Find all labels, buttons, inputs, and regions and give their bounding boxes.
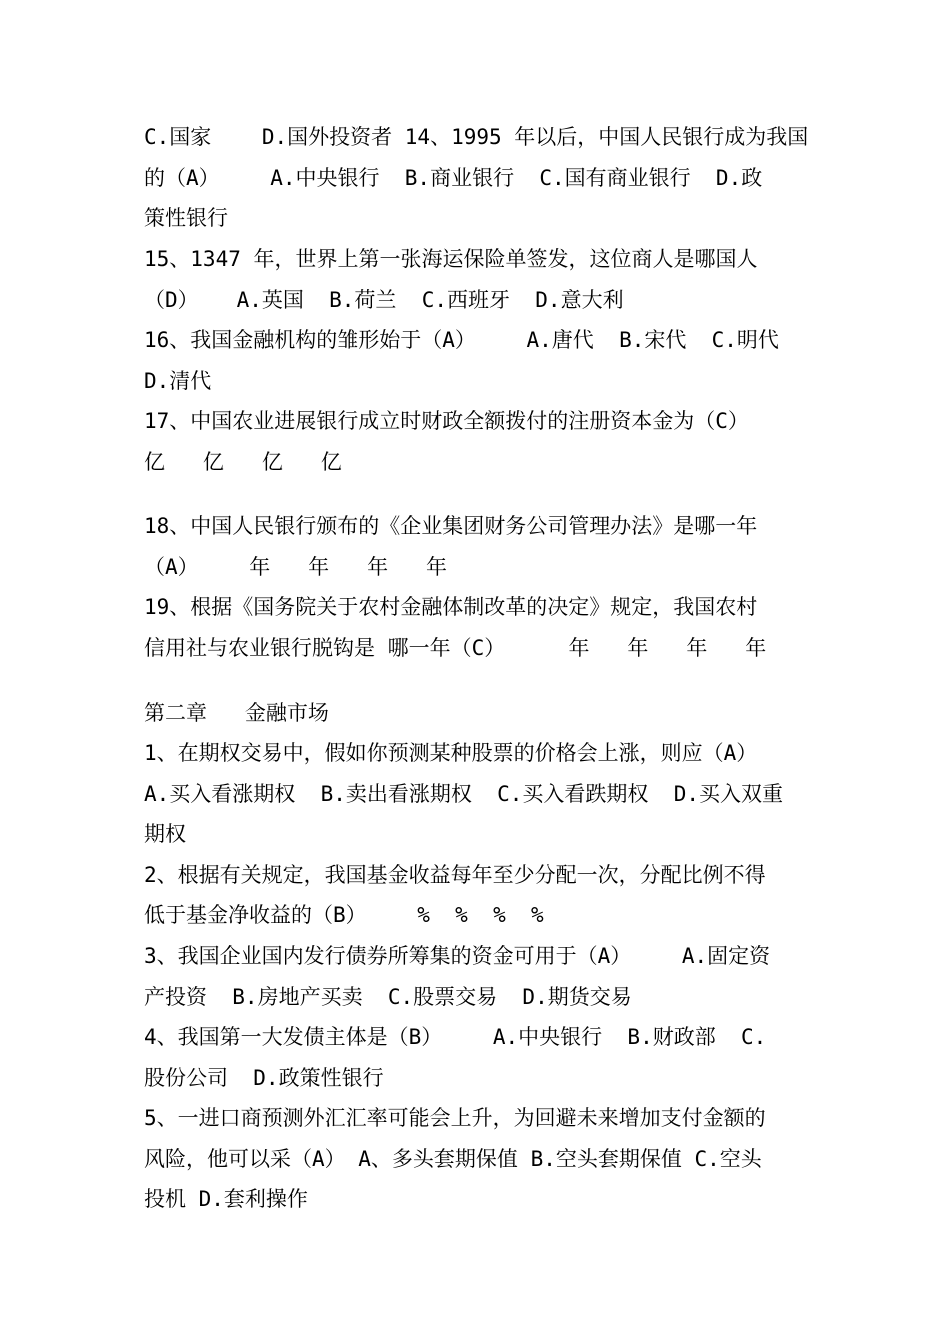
text-line: 2、根据有关规定，我国基金收益每年至少分配一次，分配比例不得	[144, 863, 766, 887]
text-line: 信用社与农业银行脱钩是 哪一年（C） 年 年 年 年	[144, 636, 767, 660]
text-line: 策性银行	[144, 206, 228, 230]
text-line: 期权	[144, 822, 186, 846]
text-line: 19、根据《国务院关于农村金融体制改革的决定》规定，我国农村	[144, 595, 758, 619]
text-line: A.买入看涨期权 B.卖出看涨期权 C.买入看跌期权 D.买入双重	[144, 782, 784, 806]
text-line: （D） A.英国 B.荷兰 C.西班牙 D.意大利	[144, 288, 624, 312]
text-line: 1、在期权交易中，假如你预测某种股票的价格会上涨，则应（A）	[144, 741, 758, 765]
text-line: 低于基金净收益的（B） % % % %	[144, 903, 544, 927]
text-line: 18、中国人民银行颁布的《企业集团财务公司管理办法》是哪一年	[144, 514, 758, 538]
text-line: 亿 亿 亿 亿	[144, 450, 342, 474]
text-line: 4、我国第一大发债主体是（B） A.中央银行 B.财政部 C.	[144, 1025, 767, 1049]
chapter-heading: 第二章 金融市场	[144, 701, 329, 725]
text-line: 的（A） A.中央银行 B.商业银行 C.国有商业银行 D.政	[144, 166, 763, 190]
text-line: 股份公司 D.政策性银行	[144, 1066, 384, 1090]
text-line: 风险，他可以采（A） A、多头套期保值 B.空头套期保值 C.空头	[144, 1147, 762, 1171]
text-line: C.国家 D.国外投资者 14、1995 年以后，中国人民银行成为我国	[144, 125, 809, 149]
text-line: 5、一进口商预测外汇汇率可能会上升，为回避未来增加支付金额的	[144, 1106, 766, 1130]
text-line: 16、我国金融机构的雏形始于（A） A.唐代 B.宋代 C.明代	[144, 328, 779, 352]
text-line: （A） 年 年 年 年	[144, 555, 448, 579]
text-line: 17、中国农业进展银行成立时财政全额拨付的注册资本金为（C）	[144, 409, 749, 433]
text-line: 产投资 B.房地产买卖 C.股票交易 D.期货交易	[144, 985, 632, 1009]
text-line: 15、1347 年，世界上第一张海运保险单签发，这位商人是哪国人	[144, 247, 758, 271]
text-line: 3、我国企业国内发行债券所筹集的资金可用于（A） A.固定资	[144, 944, 771, 968]
text-line: 投机 D.套利操作	[144, 1187, 308, 1211]
text-line: D.清代	[144, 369, 212, 393]
